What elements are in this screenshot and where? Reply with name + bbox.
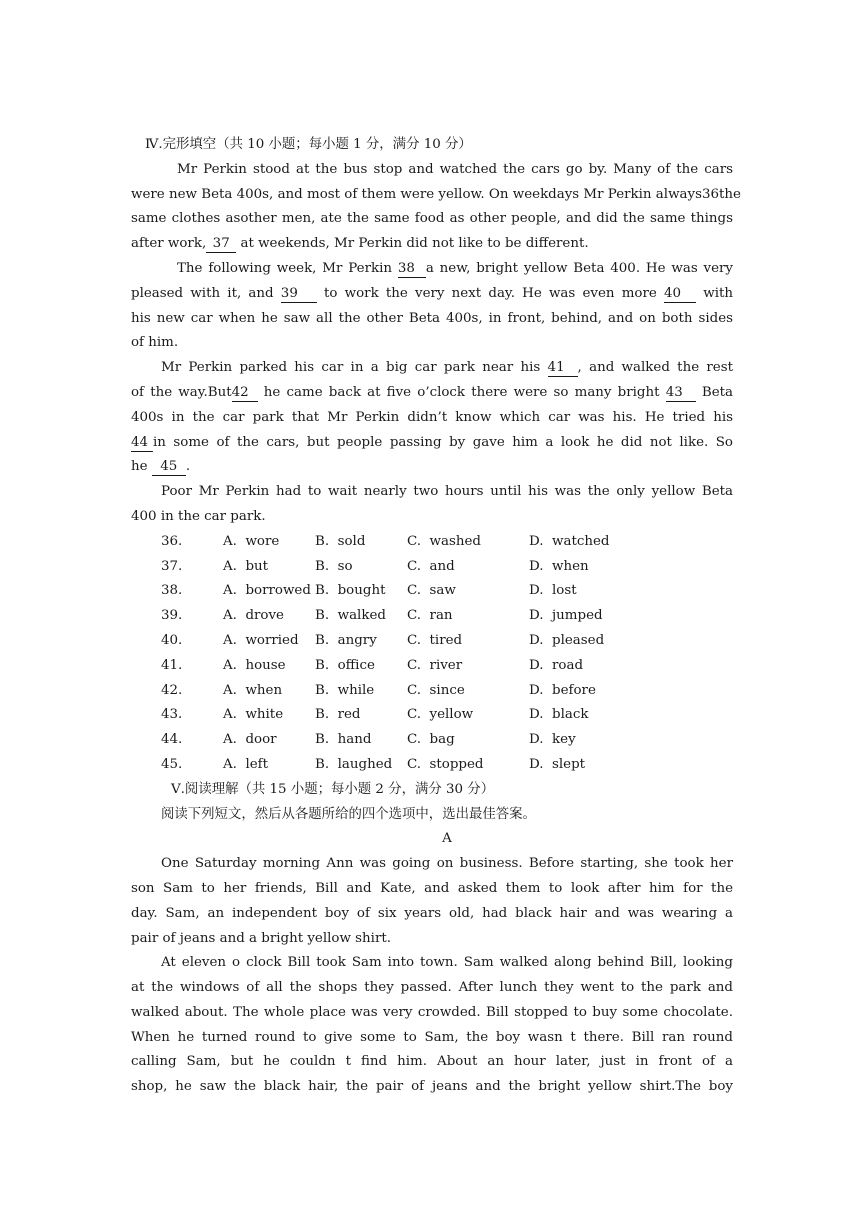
option-row: [131, 555, 733, 580]
option-b: B. so: [315, 558, 353, 574]
option-b: B. hand: [315, 732, 372, 748]
section-5-instruction: 阅读下列短文，然后从各题所给的四个选项中，选出最佳答案。: [161, 806, 536, 822]
option-a: A. borrowed: [223, 583, 311, 599]
option-a: A. white: [223, 707, 284, 723]
blank-44: 44: [131, 435, 153, 452]
option-row: [131, 579, 733, 604]
option-d: D. key: [529, 732, 576, 748]
option-c: C. saw: [407, 583, 456, 599]
option-c: C. stopped: [407, 756, 484, 772]
option-a: A. worried: [223, 632, 299, 648]
text-line: calling Sam, but he couldn t find him. About an hour later, just in front of a: [131, 1054, 733, 1070]
text-line: after work, 37 at weekends, Mr Perkin did not like to be different.: [131, 236, 589, 252]
question-number: 42.: [161, 682, 183, 698]
text-line: Poor Mr Perkin had to wait nearly two hours until his was the only yellow Beta: [161, 484, 733, 500]
option-row: [131, 753, 733, 778]
exam-page: [131, 133, 741, 1100]
option-b: B. laughed: [315, 756, 393, 772]
blank-41: 41: [548, 360, 578, 377]
question-number: 38.: [161, 583, 183, 599]
option-b: B. sold: [315, 533, 366, 549]
option-b: B. walked: [315, 608, 386, 624]
option-row: [131, 629, 733, 654]
text-line: One Saturday morning Ann was going on business. Before starting, she took her: [161, 856, 733, 872]
section-5-heading: Ⅴ.阅读理解（共 15 小题；每小题 2 分，满分 30 分）: [171, 781, 495, 797]
question-number: 37.: [161, 558, 183, 574]
option-row: [131, 530, 733, 555]
option-c: C. tired: [407, 632, 463, 648]
cloze-paragraph-3: [131, 356, 733, 480]
passage-label: A: [442, 831, 452, 847]
text-line: walked about. The whole place was very crowded. Bill stopped to buy some chocolate.: [131, 1004, 733, 1020]
option-b: B. office: [315, 657, 375, 673]
text-line: of him.: [131, 335, 179, 351]
option-c: C. yellow: [407, 707, 474, 723]
question-number: 41.: [161, 657, 183, 673]
option-a: A. but: [223, 558, 269, 574]
option-d: D. when: [529, 558, 589, 574]
text-line: son Sam to her friends, Bill and Kate, and asked them to look after him for the: [131, 880, 733, 896]
option-c: C. and: [407, 558, 455, 574]
text-line: 44 in some of the cars, but people passing by gave him a look he did not like. So: [131, 434, 733, 450]
option-d: D. pleased: [529, 632, 605, 648]
option-a: A. drove: [223, 608, 284, 624]
text-line: pair of jeans and a bright yellow shirt.: [131, 930, 391, 946]
option-d: D. watched: [529, 533, 610, 549]
option-a: A. house: [223, 657, 286, 673]
option-c: C. ran: [407, 608, 453, 624]
blank-40: 40: [664, 286, 696, 303]
option-c: C. bag: [407, 732, 455, 748]
text-line: At eleven o clock Bill took Sam into town. Sam walked along behind Bill, looking: [161, 955, 733, 971]
option-d: D. road: [529, 657, 584, 673]
option-c: C. river: [407, 657, 463, 673]
text-line: shop, he saw the black hair, the pair of jeans and the bright yellow shirt.The boy: [131, 1079, 733, 1095]
question-number: 43.: [161, 707, 183, 723]
question-number: 44.: [161, 732, 183, 748]
text-line: he 45 .: [131, 459, 191, 475]
option-a: A. wore: [223, 533, 280, 549]
text-line: were new Beta 400s, and most of them were yellow. On weekdays Mr Perkin always36the: [131, 186, 741, 202]
option-a: A. door: [223, 732, 277, 748]
cloze-paragraph-4: [131, 480, 733, 530]
text-line: same clothes asother men, ate the same food as other people, and did the same things: [131, 211, 733, 227]
option-d: D. before: [529, 682, 596, 698]
question-number: 39.: [161, 608, 183, 624]
text-line: his new car when he saw all the other Beta 400s, in front, behind, and on both sides: [131, 310, 733, 326]
option-b: B. red: [315, 707, 361, 723]
option-d: D. black: [529, 707, 589, 723]
option-d: D. lost: [529, 583, 577, 599]
blank-36: 36: [701, 186, 720, 202]
text-line: 400s in the car park that Mr Perkin didn’t know which car was his. He tried his: [131, 409, 733, 425]
blank-42: 42: [232, 385, 258, 402]
question-number: 36.: [161, 533, 183, 549]
blank-39: 39: [281, 286, 317, 303]
question-number: 45.: [161, 756, 183, 772]
cloze-paragraph-2: [131, 257, 733, 356]
reading-paragraph-2: [131, 951, 733, 1100]
blank-37: 37: [206, 236, 236, 253]
text-line: Mr Perkin parked his car in a big car park near his 41 , and walked the rest: [161, 360, 733, 376]
text-line: day. Sam, an independent boy of six years old, had black hair and was wearing a: [131, 905, 733, 921]
option-row: [131, 604, 733, 629]
cloze-paragraph-1: [131, 158, 741, 257]
blank-43: 43: [666, 385, 696, 402]
option-a: A. when: [223, 682, 283, 698]
option-c: C. since: [407, 682, 465, 698]
option-c: C. washed: [407, 533, 481, 549]
option-a: A. left: [223, 756, 268, 772]
options-list: [131, 530, 733, 778]
blank-38: 38: [398, 261, 426, 278]
option-d: D. jumped: [529, 608, 603, 624]
question-number: 40.: [161, 632, 183, 648]
text-line: at the windows of all the shops they passed. After lunch they went to the park and: [131, 980, 733, 996]
option-b: B. while: [315, 682, 375, 698]
reading-paragraph-1: [131, 852, 733, 951]
option-row: [131, 654, 733, 679]
option-row: [131, 703, 733, 728]
section-4-heading: Ⅳ.完形填空（共 10 小题；每小题 1 分，满分 10 分）: [145, 137, 472, 152]
blank-45: 45: [152, 459, 186, 476]
option-row: [131, 728, 733, 753]
option-b: B. angry: [315, 632, 377, 648]
text-line: Mr Perkin stood at the bus stop and watched the cars go by. Many of the cars: [177, 161, 733, 177]
text-line: When he turned round to give some to Sam, the boy wasn t there. Bill ran round: [131, 1029, 733, 1045]
option-row: [131, 679, 733, 704]
text-line: The following week, Mr Perkin 38 a new, bright yellow Beta 400. He was very: [177, 260, 733, 276]
text-line: pleased with it, and 39 to work the very next day. He was even more 40 with: [131, 285, 733, 301]
option-d: D. slept: [529, 756, 586, 772]
text-line: 400 in the car park.: [131, 508, 266, 524]
option-b: B. bought: [315, 583, 386, 599]
text-line: of the way.But42 he came back at five o’clock there were so many bright 43 Beta: [131, 384, 733, 400]
